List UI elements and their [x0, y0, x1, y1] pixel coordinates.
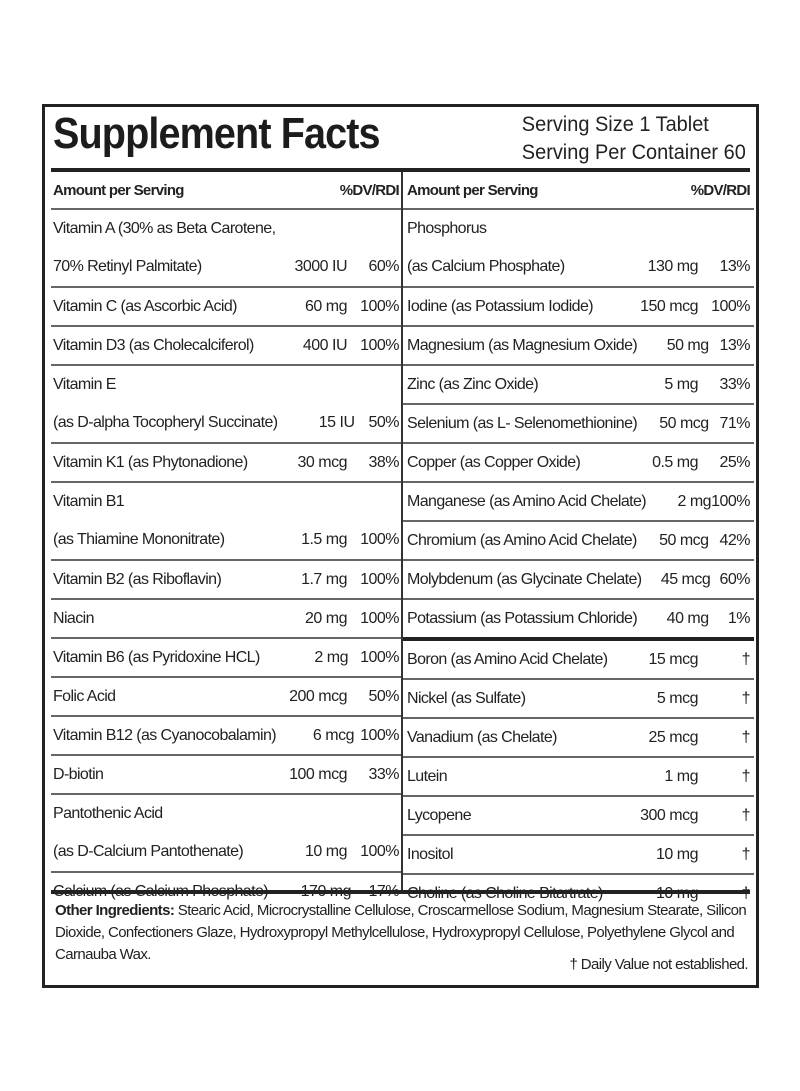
nutrient-line: [51, 404, 401, 442]
nutrient-amount: 10 mg: [305, 843, 347, 860]
nutrient-row: [51, 366, 401, 444]
dv-header: %DV/RDI: [690, 181, 750, 199]
nutrient-amount: 20 mg: [305, 609, 347, 627]
nutrient-row: [403, 522, 754, 561]
nutrient-name: Vitamin A (30% as Beta Carotene,: [53, 220, 276, 237]
nutrient-name: Vitamin K1 (as Phytonadione): [53, 453, 248, 471]
nutrient-name: Vitamin B12 (as Cyanocobalamin): [53, 726, 277, 744]
nutrient-row: [51, 327, 401, 366]
nutrient-name: Phosphorus: [407, 220, 487, 237]
nutrient-dv: 100%: [360, 609, 399, 627]
nutrient-name: Manganese (as Amino Acid Chelate): [407, 492, 647, 510]
nutrient-name: Potassium (as Potassium Chloride): [407, 609, 638, 627]
column-header: [403, 172, 754, 210]
nutrient-name: Inositol: [407, 845, 453, 863]
nutrient-dv: 60%: [719, 570, 750, 588]
other-ingredients-text: Stearic Acid, Microcrystalline Cellulose, Croscarmellose Sodium, Magnesium Stearate, Silicon Dioxide, Confectioners Glaze, Hydroxypropyl Methylcellulose, Hydroxypropyl Cellulose, Polyethylene Glycol and Carnauba Wax.: [55, 902, 747, 963]
nutrient-source: (as D-alpha Tocopheryl Succinate): [53, 414, 278, 431]
right-column: [403, 172, 754, 892]
nutrient-name: Vitamin E: [53, 376, 116, 393]
nutrient-line: [51, 366, 401, 404]
nutrient-name: Vanadium (as Chelate): [407, 728, 557, 746]
nutrient-name: Vitamin B1: [53, 493, 125, 510]
nutrient-dv: 71%: [719, 414, 750, 432]
nutrient-row: [403, 366, 754, 405]
amount-header: Amount per Serving: [407, 181, 538, 199]
nutrient-dv: 33%: [719, 375, 750, 393]
nutrient-row: [51, 288, 401, 327]
nutrient-name: Lycopene: [407, 806, 471, 824]
nutrient-source: (as D-Calcium Pantothenate): [53, 843, 244, 860]
nutrient-row: [403, 483, 754, 522]
nutrient-amount: 15 IU: [318, 414, 355, 431]
nutrient-amount: 45 mcg: [660, 570, 711, 588]
nutrient-row: [403, 288, 754, 327]
serving-size: Serving Size 1 Tablet: [521, 113, 710, 136]
nutrient-dv: †: [741, 689, 750, 707]
left-column: [51, 172, 401, 892]
nutrient-dv: †: [741, 650, 750, 668]
nutrient-line: [51, 833, 401, 871]
other-ingredients-label: Other Ingredients:: [55, 902, 175, 919]
nutrient-name: Molybdenum (as Glycinate Chelate): [407, 570, 642, 588]
nutrient-name: Iodine (as Potassium Iodide): [407, 297, 593, 315]
nutrient-row: [403, 561, 754, 600]
nutrient-amount: 50 mcg: [659, 531, 709, 549]
nutrient-row: [403, 405, 754, 444]
nutrient-name: Selenium (as L- Selenomethionine): [407, 414, 638, 432]
nutrient-amount: 2 mg: [314, 648, 348, 666]
nutrient-dv: 33%: [368, 765, 399, 783]
nutrient-row: [51, 210, 401, 288]
nutrient-name: Vitamin C (as Ascorbic Acid): [53, 297, 237, 315]
nutrient-dv: 100%: [360, 336, 399, 354]
nutrient-amount: 25 mcg: [648, 728, 698, 746]
nutrient-dv: 100%: [360, 843, 399, 860]
nutrient-name: Pantothenic Acid: [53, 805, 163, 822]
nutrient-row: [51, 639, 401, 678]
nutrient-line: [51, 248, 401, 286]
nutrient-dv: 60%: [368, 258, 399, 275]
dv-header: %DV/RDI: [339, 181, 399, 199]
nutrient-row: [403, 327, 754, 366]
nutrient-line: [403, 210, 754, 248]
nutrient-dv: 42%: [719, 531, 750, 549]
nutrient-name: Niacin: [53, 609, 94, 627]
nutrient-amount: 5 mcg: [656, 689, 698, 707]
nutrient-dv: 25%: [719, 453, 750, 471]
nutrient-amount: 50 mg: [666, 336, 709, 354]
nutrient-name: Folic Acid: [53, 687, 116, 705]
nutrient-name: Chromium (as Amino Acid Chelate): [407, 531, 637, 549]
nutrient-row: [403, 680, 754, 719]
nutrient-name: Nickel (as Sulfate): [407, 689, 526, 707]
supplement-facts-label: [42, 104, 759, 988]
nutrient-row: [51, 756, 401, 795]
nutrient-amount: 60 mg: [305, 297, 347, 315]
nutrient-row: [51, 444, 401, 483]
nutrient-row: [51, 600, 401, 639]
dv-footnote: † Daily Value not established.: [569, 956, 748, 973]
amount-header: Amount per Serving: [53, 181, 184, 199]
nutrient-name: Vitamin B2 (as Riboflavin): [53, 570, 222, 588]
nutrient-amount: 2 mg: [677, 492, 712, 510]
nutrient-dv: 100%: [360, 531, 399, 548]
nutrient-dv: 50%: [368, 414, 399, 431]
nutrient-row: [51, 483, 401, 561]
nutrient-amount: 1.5 mg: [301, 531, 347, 548]
nutrient-amount: 200 mcg: [289, 687, 347, 705]
nutrient-name: Magnesium (as Magnesium Oxide): [407, 336, 638, 354]
nutrient-row: [403, 600, 754, 641]
footer-divider: [51, 890, 750, 894]
nutrient-row: [403, 797, 754, 836]
nutrient-line: [51, 521, 401, 559]
nutrient-amount: 50 mcg: [659, 414, 709, 432]
servings-per-container: Serving Per Container 60: [521, 141, 746, 164]
nutrient-amount: 5 mg: [664, 375, 698, 393]
nutrient-amount: 100 mcg: [289, 765, 347, 783]
nutrient-dv: 100%: [360, 297, 399, 315]
nutrient-dv: 100%: [711, 492, 750, 510]
label-title: Supplement Facts: [53, 109, 380, 158]
nutrient-amount: 400 IU: [302, 336, 347, 354]
nutrient-dv: 50%: [368, 687, 399, 705]
nutrient-columns: [51, 172, 750, 892]
nutrient-name: Boron (as Amino Acid Chelate): [407, 650, 608, 668]
nutrient-row: [51, 561, 401, 600]
nutrient-line: [51, 483, 401, 521]
nutrient-row: [403, 719, 754, 758]
nutrient-name: Lutein: [407, 767, 447, 785]
nutrient-line: [51, 210, 401, 248]
nutrient-amount: 1 mg: [664, 767, 698, 785]
nutrient-dv: †: [741, 845, 750, 863]
nutrient-amount: 1.7 mg: [301, 570, 347, 588]
nutrient-dv: †: [741, 728, 750, 746]
nutrient-amount: 300 mcg: [640, 806, 698, 824]
nutrient-dv: 100%: [360, 726, 399, 744]
nutrient-row: [403, 758, 754, 797]
nutrient-row: [403, 444, 754, 483]
nutrient-source: (as Calcium Phosphate): [407, 258, 565, 275]
nutrient-name: Copper (as Copper Oxide): [407, 453, 581, 471]
nutrient-amount: 130 mg: [647, 258, 698, 275]
nutrient-name: Zinc (as Zinc Oxide): [407, 375, 539, 393]
nutrient-source: 70% Retinyl Palmitate): [53, 258, 202, 275]
nutrient-amount: 0.5 mg: [652, 453, 698, 471]
nutrient-row: [51, 678, 401, 717]
nutrient-row: [51, 717, 401, 756]
nutrient-amount: 15 mcg: [648, 650, 698, 668]
nutrient-dv: 1%: [727, 609, 750, 627]
nutrient-row: [403, 641, 754, 680]
column-header: [51, 172, 401, 210]
nutrient-dv: 100%: [360, 570, 399, 588]
nutrient-dv: 13%: [719, 258, 750, 275]
nutrient-dv: 100%: [711, 297, 750, 315]
nutrient-name: D-biotin: [53, 765, 104, 783]
nutrient-line: [51, 795, 401, 833]
nutrient-amount: 6 mcg: [312, 726, 354, 744]
nutrient-amount: 3000 IU: [294, 258, 347, 275]
nutrient-row: [403, 836, 754, 875]
serving-info: [522, 111, 746, 167]
nutrient-amount: 10 mg: [656, 845, 698, 863]
nutrient-source: (as Thiamine Mononitrate): [53, 531, 225, 548]
nutrient-dv: †: [741, 767, 750, 785]
nutrient-amount: 30 mcg: [297, 453, 347, 471]
nutrient-name: Vitamin B6 (as Pyridoxine HCL): [53, 648, 260, 666]
nutrient-name: Vitamin D3 (as Cholecalciferol): [53, 336, 254, 354]
nutrient-dv: 13%: [719, 336, 750, 354]
nutrient-amount: 40 mg: [666, 609, 709, 627]
nutrient-row: [51, 795, 401, 873]
nutrient-dv: 38%: [368, 453, 399, 471]
nutrient-dv: 100%: [360, 648, 399, 666]
nutrient-amount: 150 mcg: [640, 297, 698, 315]
nutrient-line: [403, 248, 754, 286]
nutrient-row: [403, 210, 754, 288]
nutrient-dv: †: [741, 806, 750, 824]
